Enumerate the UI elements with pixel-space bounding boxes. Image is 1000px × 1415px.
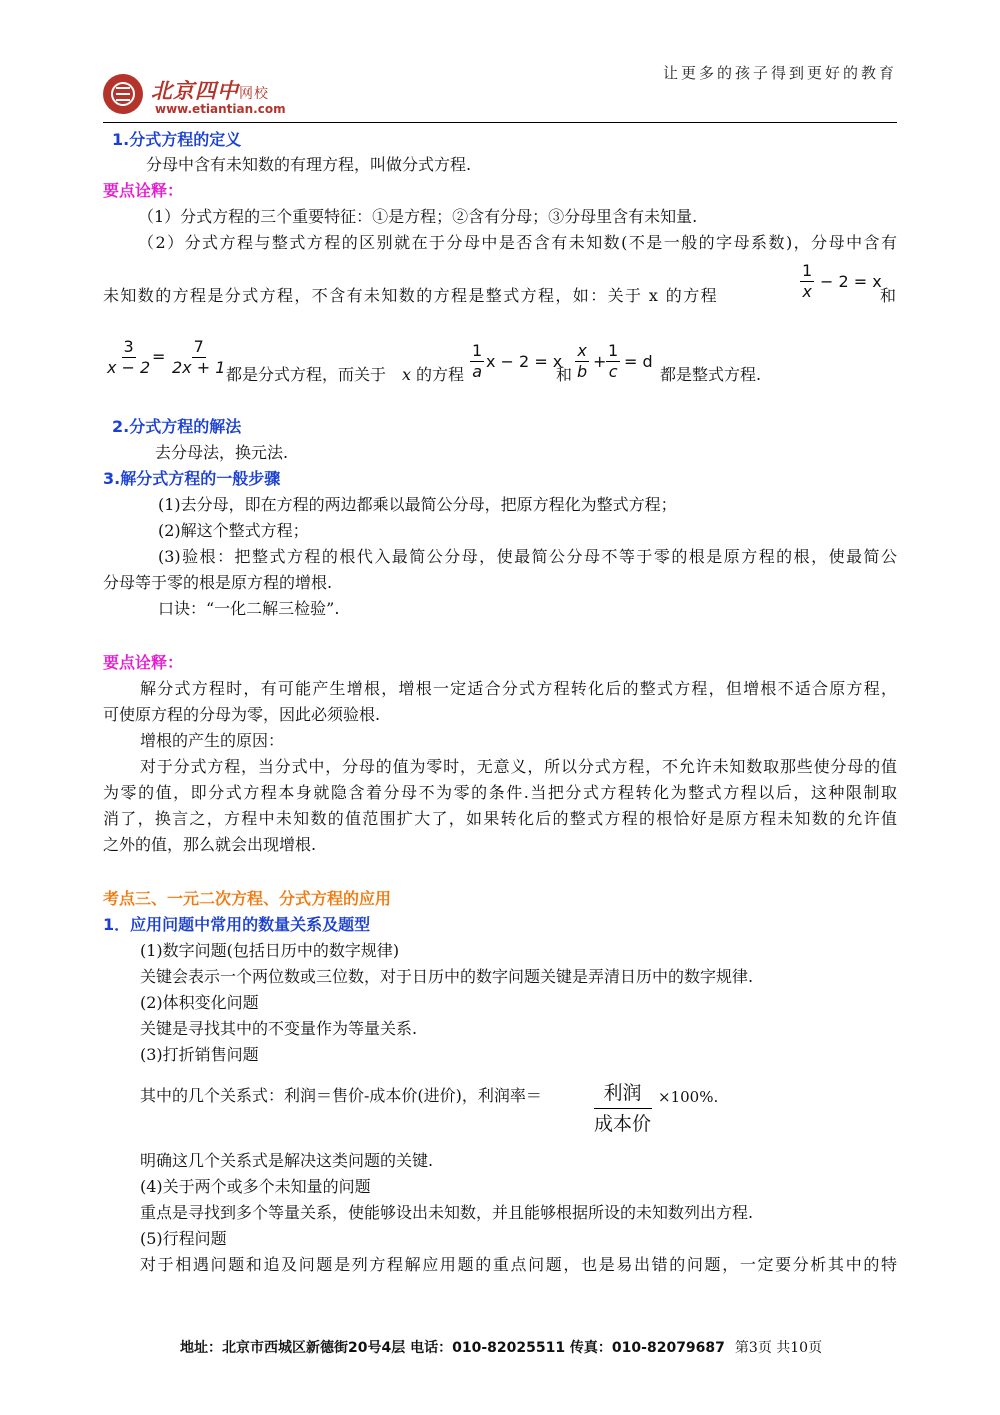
topic-heading: 考点三、一元二次方程、分式方程的应用 bbox=[103, 889, 392, 908]
plus-sign: + bbox=[593, 352, 607, 371]
section-heading: 3.解分式方程的一般步骤 bbox=[103, 469, 281, 488]
logo-name: 北京四中 bbox=[151, 79, 239, 103]
section-heading: 1．应用问题中常用的数量关系及题型 bbox=[103, 915, 371, 934]
paragraph: 解分式方程时，有可能产生增根，增根一定适合分式方程转化后的整式方程，但增根不适合原方程， bbox=[140, 679, 897, 698]
profit-rate-fraction bbox=[590, 1080, 655, 1137]
fraction bbox=[170, 338, 227, 377]
paragraph: 消了，换言之，方程中未知数的值范围扩大了，如果转化后的整式方程的根恰好是原方程未知数的允许值 bbox=[103, 809, 897, 828]
step-item: (3)验根：把整式方程的根代入最简公分母，使最简公分母不等于零的根是原方程的根，使最简公 bbox=[158, 547, 897, 566]
footer-address: 地址：北京市西城区新德街20号4层 电话：010-82025511 传真：010-82079687 bbox=[180, 1340, 725, 1356]
fraction-denominator: 成本价 bbox=[594, 1113, 652, 1135]
conjunction: 和 bbox=[880, 286, 897, 305]
fraction bbox=[470, 342, 484, 381]
paragraph: 增根的产生的原因： bbox=[140, 731, 285, 750]
fraction-numerator: 1 bbox=[802, 261, 813, 280]
fraction-numerator: x bbox=[577, 341, 587, 360]
equation-rest: = d bbox=[624, 352, 653, 371]
page-number: 第3页 共10页 bbox=[734, 1340, 823, 1356]
percent-factor: ×100%. bbox=[658, 1088, 719, 1106]
paragraph: 重点是寻找到多个等量关系，使能够设出未知数，并且能够根据所设的未知数列出方程. bbox=[140, 1203, 754, 1222]
section-heading: 2.分式方程的解法 bbox=[112, 417, 242, 436]
paragraph: 都是分式方程，而关于 bbox=[226, 365, 387, 384]
equation-rest: − 2 = x bbox=[820, 272, 882, 291]
step-item: (1)去分母，即在方程的两边都乘以最简公分母，把原方程化为整式方程； bbox=[158, 495, 677, 514]
fraction-numerator: 3 bbox=[123, 337, 134, 356]
fraction bbox=[606, 342, 620, 381]
logo-emblem-icon bbox=[103, 74, 143, 114]
page-footer bbox=[180, 1337, 822, 1357]
paragraph: 关键会表示一个两位数或三位数，对于日历中的数字问题关键是弄清日历中的数字规律. bbox=[140, 967, 754, 986]
fraction-denominator: 2x + 1 bbox=[172, 358, 226, 377]
note-label: 要点诠释： bbox=[103, 181, 184, 200]
fraction-numerator: 1 bbox=[608, 341, 619, 360]
mnemonic: 口诀：“一化二解三检验”. bbox=[158, 599, 340, 618]
note-label: 要点诠释： bbox=[103, 653, 184, 672]
paragraph: 可使原方程的分母为零，因此必须验根. bbox=[103, 705, 381, 724]
paragraph: 的方程 bbox=[416, 365, 465, 384]
fraction bbox=[105, 338, 152, 377]
fraction bbox=[575, 342, 589, 381]
fraction-denominator: c bbox=[608, 362, 618, 381]
logo-url: www.etiantian.com bbox=[155, 102, 286, 116]
fraction-numerator: 1 bbox=[472, 341, 483, 360]
paragraph: 对于相遇问题和追及问题是列方程解应用题的重点问题，也是易出错的问题，一定要分析其中的特 bbox=[140, 1255, 897, 1274]
fraction-denominator: b bbox=[577, 362, 588, 381]
problem-type: (5)行程问题 bbox=[140, 1229, 227, 1248]
problem-type: (1)数字问题(包括日历中的数字规律) bbox=[140, 941, 400, 960]
problem-type: (4)关于两个或多个未知量的问题 bbox=[140, 1177, 371, 1196]
equals-sign: = bbox=[152, 347, 166, 366]
section-heading: 1.分式方程的定义 bbox=[112, 130, 242, 149]
fraction-numerator: 7 bbox=[193, 337, 204, 356]
fraction-denominator: x bbox=[802, 282, 812, 301]
paragraph: 未知数的方程是分式方程，不含有未知数的方程是整式方程，如：关于 x 的方程 bbox=[103, 286, 718, 305]
paragraph: 对于分式方程，当分式中，分母的值为零时，无意义，所以分式方程，不允许未知数取那些使分母的值 bbox=[140, 757, 897, 776]
step-item: (2)解这个整式方程； bbox=[158, 521, 309, 540]
header-slogan: 让更多的孩子得到更好的教育 bbox=[662, 64, 897, 82]
logo-suffix: 网校 bbox=[239, 86, 269, 102]
school-logo[interactable] bbox=[103, 74, 293, 120]
paragraph: （1）分式方程的三个重要特征：①是方程；②含有分母；③分母里含有未知量. bbox=[138, 207, 698, 226]
paragraph: 之外的值，那么就会出现增根. bbox=[103, 835, 317, 854]
paragraph: 为零的值，即分式方程本身就隐含着分母不为零的条件.当把分式方程转化为整式方程以后，这种限制取 bbox=[103, 783, 897, 802]
problem-type: (2)体积变化问题 bbox=[140, 993, 259, 1012]
fraction-denominator: a bbox=[472, 362, 482, 381]
fraction-numerator: 利润 bbox=[594, 1080, 652, 1109]
equation-rest: x − 2 = x bbox=[486, 352, 563, 371]
variable: x bbox=[402, 365, 412, 384]
paragraph: 关键是寻找其中的不变量作为等量关系. bbox=[140, 1019, 418, 1038]
fraction bbox=[800, 262, 814, 301]
paragraph: 明确这几个关系式是解决这类问题的关键. bbox=[140, 1151, 434, 1170]
paragraph: （2）分式方程与整式方程的区别就在于分母中是否含有未知数(不是一般的字母系数)，分母中含有 bbox=[138, 233, 897, 252]
fraction-denominator: x − 2 bbox=[107, 358, 151, 377]
paragraph: 都是整式方程. bbox=[660, 365, 762, 384]
paragraph: 去分母法，换元法. bbox=[155, 443, 289, 462]
conjunction: 和 bbox=[556, 365, 573, 384]
problem-type: (3)打折销售问题 bbox=[140, 1045, 259, 1064]
step-item: 分母等于零的根是原方程的增根. bbox=[103, 573, 333, 592]
paragraph: 其中的几个关系式：利润＝售价-成本价(进价)，利润率＝ bbox=[140, 1086, 542, 1105]
paragraph: 分母中含有未知数的有理方程，叫做分式方程. bbox=[146, 155, 472, 174]
header-divider bbox=[103, 122, 897, 123]
